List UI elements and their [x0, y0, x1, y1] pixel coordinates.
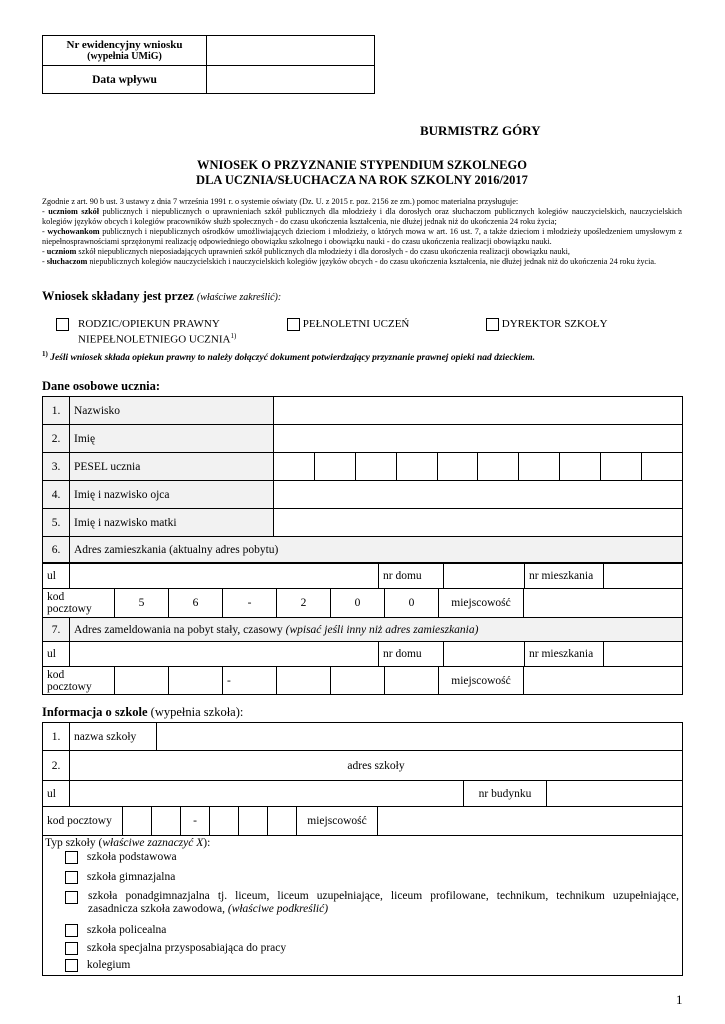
residence-heading: Adres zamieszkania (aktualny adres pobytu) — [70, 537, 683, 564]
row-number: 2. — [43, 751, 70, 781]
school-type-option[interactable] — [65, 890, 679, 916]
postcode-label-line2: pocztowy — [47, 603, 92, 615]
title-line-1: WNIOSEK O PRZYZNANIE STYPENDIUM SZKOLNEGO — [197, 158, 527, 172]
legal-item-text: publicznych i niepublicznych ośrodków umożliwiających dzieciom i młodzieży, o których mowa w art. 16 ust. 7, a także dzieciom i młodzieży upośledzeniem umysłowym z niepełnosprawnościami sprzężonymi realizację odpowiedniego obowiązku szkolnego i obowiązku nauki - do czasu ukończenia realizacji obowiązku nauki. — [42, 227, 683, 246]
school-name-row — [42, 722, 683, 781]
school-type-text: szkoła policealna — [86, 924, 167, 937]
option-adult-student[interactable] — [287, 318, 409, 331]
school-town-field[interactable] — [378, 807, 683, 836]
postcode-digit[interactable] — [277, 667, 331, 695]
town-label: miejscowość — [439, 589, 524, 618]
registered-heading-row — [42, 617, 683, 642]
postcode-label — [43, 589, 115, 618]
school-building-field[interactable] — [547, 781, 683, 807]
postcode-digit[interactable] — [239, 807, 268, 836]
school-type-checkbox[interactable] — [65, 871, 78, 884]
option-principal[interactable] — [486, 318, 608, 331]
pesel-digit[interactable] — [601, 453, 642, 481]
legal-item: - słuchaczom niepublicznych kolegiów nauczycielskich i nauczycielskich kolegiów języków obcych - do czasu ukończenia kształcenia, nie dłużej jednak niż do ukończenia 24 roku życia. — [42, 257, 657, 266]
legal-item: - uczniom szkół publicznych i niepublicznych o uprawnieniach szkół publicznych dla młodzieży i dla dorosłych oraz słuchaczom publicznych kolegiów nauczycielskich, nauczycielskich kolegiów języków obcych i kolegiów pracowników służb społecznych - do czasu ukończenia kształcenia, nie dłużej jednak niż do ukończenia 24 roku życia; — [42, 207, 683, 226]
legal-item-text: publicznych i niepublicznych o uprawnieniach szkół publicznych dla młodzieży i dla dorosłych oraz słuchaczom publicznych kolegiów nauczycielskich, nauczycielskich kolegiów języków obcych i kolegiów pracowników służb społecznych - do czasu ukończenia kształcenia, nie dłużej jednak niż do ukończenia 24 roku życia; — [42, 207, 683, 226]
school-type-text: kolegium — [86, 959, 131, 972]
pesel-digit[interactable] — [396, 453, 437, 481]
residence-flat-field[interactable] — [604, 563, 683, 589]
student-heading: Dane osobowe ucznia: — [42, 379, 161, 393]
school-postcode-row — [42, 806, 683, 836]
flat-number-label: nr mieszkania — [525, 642, 604, 667]
field-label: PESEL ucznia — [70, 453, 274, 481]
school-type-note: (właściwe podkreślić) — [227, 903, 329, 915]
street-label: ul — [43, 781, 70, 807]
postcode-digit[interactable] — [331, 667, 385, 695]
school-type-option[interactable] — [65, 851, 177, 864]
school-type-checkbox[interactable] — [65, 851, 78, 864]
registered-address — [42, 641, 683, 667]
pesel-digit[interactable] — [314, 453, 355, 481]
legal-intro: Zgodnie z art. 90 b ust. 3 ustawy z dnia 7 września 1991 r. o systemie oświaty (Dz. U. z 2015 r. poz. 2156 ze zm.) pomoc materialna przysługuje: — [42, 197, 519, 206]
school-heading-title: Informacja o szkole — [42, 705, 148, 719]
school-type-label — [43, 836, 682, 849]
postcode-label-line1: kod — [47, 591, 65, 603]
school-type-option[interactable] — [65, 924, 166, 937]
row-number: 4. — [43, 481, 70, 509]
residence-address — [42, 562, 683, 589]
page-number: 1 — [676, 992, 683, 1007]
registered-house-field[interactable] — [444, 642, 525, 667]
legal-item-text: szkół niepublicznych nieposiadających uprawnień szkół publicznych dla młodzieży i dla dorosłych - do czasu ukończenia realizacji obowiązku nauki, — [76, 247, 570, 256]
page-title — [42, 158, 682, 188]
building-number-label: nr budynku — [464, 781, 547, 807]
postcode-digit[interactable]: 5 — [115, 589, 169, 618]
submitted-by-title: Wniosek składany jest przez — [42, 289, 194, 303]
school-type-text: szkoła podstawowa — [86, 851, 177, 864]
school-address-label: adres szkoły — [70, 751, 683, 781]
school-type-option[interactable] — [65, 959, 130, 972]
pesel-digit[interactable] — [478, 453, 519, 481]
house-number-label: nr domu — [379, 642, 444, 667]
postcode-label-line2: pocztowy — [47, 680, 92, 693]
street-label: ul — [43, 563, 70, 589]
legal-item-text: niepublicznych kolegiów nauczycielskich i nauczycielskich kolegiów języków obcych - do czasu ukończenia kształcenia, nie dłużej jednak niż do ukończenia 24 roku życia. — [87, 257, 657, 266]
postcode-digit[interactable]: 2 — [277, 589, 331, 618]
postcode-digit[interactable] — [152, 807, 181, 836]
school-type-checkbox[interactable] — [65, 942, 78, 955]
postcode-label — [43, 667, 115, 695]
postcode-digit[interactable] — [268, 807, 297, 836]
row-number: 6. — [43, 537, 70, 564]
postcode-digit[interactable] — [123, 807, 152, 836]
house-number-label: nr domu — [379, 563, 444, 589]
row-number: 1. — [43, 723, 70, 751]
row-number: 5. — [43, 509, 70, 537]
submitted-by-heading — [42, 289, 281, 304]
registered-town-field[interactable] — [524, 667, 683, 695]
option-parent-line2: NIEPEŁNOLETNIEGO UCZNIA — [78, 333, 231, 346]
school-type-label-start: Typ szkoły ( — [45, 837, 103, 849]
receipt-date-label: Data wpływu — [43, 66, 207, 94]
postcode-digit[interactable] — [115, 667, 169, 695]
student-table-top — [42, 396, 683, 564]
option-adult-student-label: PEŁNOLETNI UCZEŃ — [302, 318, 410, 331]
receipt-date-field[interactable] — [207, 66, 375, 94]
school-heading — [42, 705, 243, 720]
legal-item-lead: słuchaczom — [46, 257, 88, 266]
guardian-footnote-mark: 1) — [42, 350, 48, 358]
father-name-field[interactable] — [274, 481, 683, 509]
postcode-dash: - — [223, 667, 277, 695]
option-principal-label: DYREKTOR SZKOŁY — [501, 318, 608, 331]
addressee: BURMISTRZ GÓRY — [420, 123, 541, 138]
school-name-field[interactable] — [157, 723, 683, 751]
field-label: Nazwisko — [70, 397, 274, 425]
residence-street-field[interactable] — [70, 563, 379, 589]
record-number-note: (wypełnia UMiG) — [87, 50, 162, 62]
registered-street-field[interactable] — [70, 642, 379, 667]
field-label: Imię i nazwisko matki — [70, 509, 274, 537]
guardian-footnote-text: Jeśli wniosek składa opiekun prawny to należy dołączyć dokument potwierdzający przyznanie prawnej opieki nad dzieckiem. — [50, 353, 535, 364]
option-adult-student-checkbox[interactable] — [287, 318, 300, 331]
school-heading-note: (wypełnia szkoła): — [147, 705, 244, 719]
pesel-digit[interactable] — [560, 453, 601, 481]
school-type-text-wrap — [88, 890, 679, 916]
record-number-label: Nr ewidencyjny wniosku — [66, 38, 183, 51]
legal-item: - wychowankom publicznych i niepublicznych ośrodków umożliwiających dzieciom i młodzieży, o których mowa w art. 16 ust. 7, a także dzieciom i młodzieży upośledzeniem umysłowym z niepełnosprawnościami sprzężonymi realizację odpowiedniego obowiązku szkolnego i obowiązku nauki - do czasu ukończenia realizacji obowiązku nauki. — [42, 227, 683, 246]
school-type-label-end: ): — [203, 837, 211, 849]
field-label: Imię i nazwisko ojca — [70, 481, 274, 509]
pesel-digit[interactable] — [355, 453, 396, 481]
option-parent-footnote-mark: 1) — [230, 332, 237, 340]
legal-item-lead: wychowankom — [47, 227, 100, 236]
registered-note: (wpisać jeśli inny niż adres zamieszkania) — [285, 623, 479, 636]
residence-house-field[interactable] — [444, 563, 525, 589]
registry-box — [42, 35, 375, 94]
town-label: miejscowość — [439, 667, 524, 695]
school-name-label: nazwa szkoły — [70, 723, 157, 751]
street-label: ul — [43, 642, 70, 667]
legal-basis — [42, 197, 682, 267]
residence-town-field[interactable] — [524, 589, 683, 618]
registered-flat-field[interactable] — [604, 642, 683, 667]
legal-item-lead: uczniom szkół — [48, 207, 100, 216]
registered-label: Adres zameldowania na pobyt stały, czasowy — [74, 623, 286, 636]
legal-item-lead: uczniom — [46, 247, 77, 256]
school-type-checkbox[interactable] — [65, 924, 78, 937]
option-parent[interactable] — [56, 318, 236, 346]
record-number-field[interactable] — [207, 36, 375, 66]
postcode-digit[interactable] — [385, 667, 439, 695]
school-type-option[interactable] — [65, 942, 286, 955]
registered-heading — [70, 618, 683, 642]
school-type-checkbox[interactable] — [65, 959, 78, 972]
school-type-text: szkoła gimnazjalna — [86, 871, 176, 884]
pesel-digit[interactable] — [274, 453, 315, 481]
postcode-label-line1: kod — [47, 668, 65, 681]
option-principal-checkbox[interactable] — [486, 318, 499, 331]
school-type-note: właściwe zaznaczyć X — [102, 837, 204, 849]
registered-postcode-row — [42, 666, 683, 695]
postcode-digit[interactable] — [210, 807, 239, 836]
school-type-text: szkoła specjalna przysposabiająca do pracy — [86, 942, 287, 955]
mother-name-field[interactable] — [274, 509, 683, 537]
town-label: miejscowość — [297, 807, 378, 836]
postcode-digit[interactable] — [169, 667, 223, 695]
first-name-field[interactable] — [274, 425, 683, 453]
submitted-by-note: (właściwe zakreślić): — [196, 292, 282, 303]
postcode-digit[interactable]: 0 — [331, 589, 385, 618]
postcode-digit[interactable]: 6 — [169, 589, 223, 618]
row-number: 1. — [43, 397, 70, 425]
flat-number-label: nr mieszkania — [525, 563, 604, 589]
school-type-option[interactable] — [65, 871, 175, 884]
pesel-digit[interactable] — [437, 453, 478, 481]
option-parent-line1: RODZIC/OPIEKUN PRAWNY — [78, 318, 220, 330]
pesel-digit[interactable] — [642, 453, 683, 481]
residence-postcode-row — [42, 588, 683, 618]
guardian-footnote — [42, 350, 535, 363]
school-type-text: szkoła ponadgimnazjalna tj. liceum, liceum uzupełniające, liceum profilowane, technikum, technikum uzupełniające, zasadnicza szkoła zawodowa, — [88, 890, 679, 915]
legal-item: - uczniom szkół niepublicznych nieposiadających uprawnień szkół publicznych dla młodzieży i dla dorosłych - do czasu ukończenia realizacji obowiązku nauki, — [42, 247, 570, 256]
title-line-2: DLA UCZNIA/SŁUCHACZA NA ROK SZKOLNY 2016/2017 — [196, 173, 528, 187]
postcode-dash: - — [181, 807, 210, 836]
postcode-digit[interactable]: 0 — [385, 589, 439, 618]
field-label: Imię — [70, 425, 274, 453]
school-postcode-label: kod pocztowy — [43, 807, 123, 836]
postcode-dash: - — [223, 589, 277, 618]
pesel-digit[interactable] — [519, 453, 560, 481]
row-number: 2. — [43, 425, 70, 453]
school-type-box — [42, 835, 683, 976]
option-parent-checkbox[interactable] — [56, 318, 69, 331]
record-number-label-cell — [43, 36, 207, 66]
row-number: 3. — [43, 453, 70, 481]
row-number: 7. — [43, 618, 70, 642]
school-street-row — [42, 780, 683, 807]
school-type-checkbox[interactable] — [65, 891, 78, 904]
surname-field[interactable] — [274, 397, 683, 425]
school-street-field[interactable] — [70, 781, 464, 807]
